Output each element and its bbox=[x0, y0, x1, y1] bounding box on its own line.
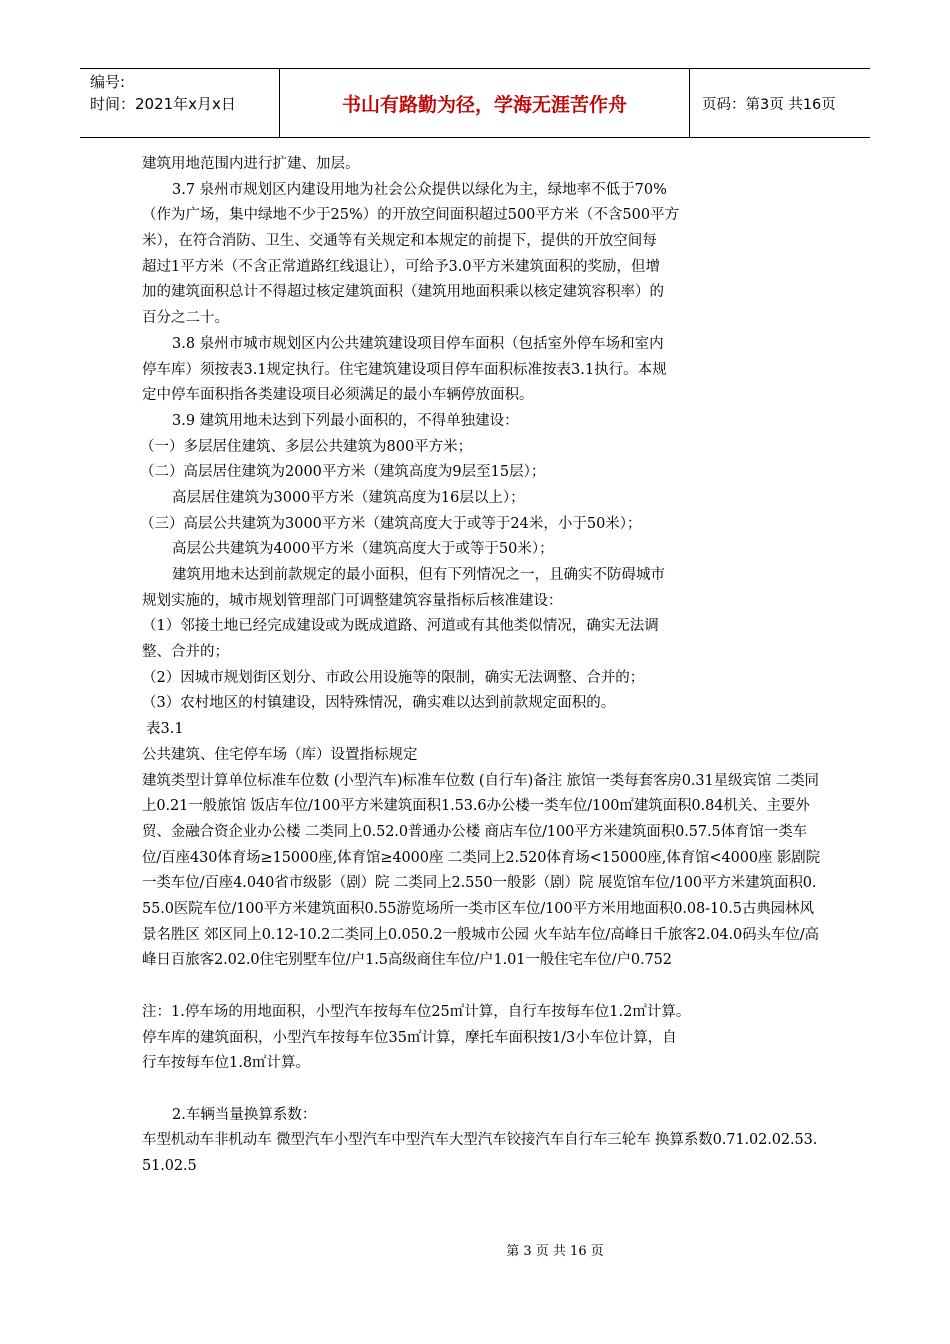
document-body bbox=[142, 152, 822, 1180]
paragraph-line: （1）邻接土地已经完成建设或为既成道路、河道或有其他类似情况，确实无法调 bbox=[142, 618, 659, 635]
paragraph-line: 规划实施的，城市规划管理部门可调整建筑容量指标后核准建设： bbox=[142, 592, 563, 609]
paragraph-line: 米），在符合消防、卫生、交通等有关规定和本规定的前提下，提供的开放空间每 bbox=[142, 233, 657, 250]
note-line: 行车按每车位1.8㎡计算。 bbox=[142, 1055, 311, 1072]
paragraph-line: （二）高层居住建筑为2000平方米（建筑高度为9层至15层）； bbox=[140, 464, 546, 481]
header-motto: 书山有路勤为径，学海无涯苦作舟 bbox=[280, 69, 690, 137]
paragraph-line: 加的建筑面积总计不得超过核定建筑面积（建筑用地面积乘以核定建筑容积率）的 bbox=[142, 284, 664, 301]
paragraph-line: 建筑用地范围内进行扩建、加层。 bbox=[142, 156, 360, 172]
header-meta bbox=[80, 69, 280, 137]
paragraph-line: 3.7 泉州市规划区内建设用地为社会公众提供以绿化为主，绿地率不低于70% bbox=[172, 181, 667, 198]
number-label: 编号: bbox=[90, 73, 126, 91]
table-content: 建筑类型计算单位标准车位数 (小型汽车)标准车位数 (自行车)备注 旅馆一类每套客房0.31星级宾馆 二类同上0.21一般旅馆 饭店车位/100平方米建筑面积1.53.6办公楼一类车位/100㎡建筑面积0.84机关、主要外贸、金融合资企业办公楼 二类同上0.52.0普通办公楼 商店车位/100平方米建筑面积0.57.5体育馆一类车位/百座430体育场≥15000座,体育馆≥4000座 二类同上2.520体育场<15000座,体育馆<4000座 影剧院一类车位/百座4.040省市级影（剧）院 二类同上2.550一般影（剧）院 展览馆车位/100平方米建筑面积0.55.0医院车位/100平方米建筑面积0.55游览场所一类市区车位/100平方米用地面积0.08-10.5古典园林风景名胜区 郊区同上0.12-10.2二类同上0.050.2一般城市公园 火车站车位/高峰日千旅客2.04.0码头车位/高峰日百旅客2.02.0住宅别墅车位/户1.5高级商住车位/户1.01一般住宅车位/户0.752 bbox=[142, 772, 821, 969]
paragraph-line: 超过1平方米（不含正常道路红线退让），可给予3.0平方米建筑面积的奖励，但增 bbox=[142, 258, 661, 275]
paragraph-line: 整、合并的； bbox=[142, 644, 229, 661]
note-line: 停车库的建筑面积，小型汽车按每车位35㎡计算，摩托车面积按1/3小车位计算，自 bbox=[142, 1029, 677, 1046]
note-line: 注：1.停车场的用地面积，小型汽车按每车位25㎡计算，自行车按每车位1.2㎡计算。 bbox=[142, 1003, 691, 1020]
paragraph-line: 3.8 泉州市城市规划区内公共建筑建设项目停车面积（包括室外停车场和室内 bbox=[172, 335, 664, 352]
paragraph-line: 高层公共建筑为4000平方米（建筑高度大于或等于50米）； bbox=[172, 541, 554, 558]
table-number: 表3.1 bbox=[146, 721, 184, 738]
paragraph-line: 定中停车面积指各类建设项目必须满足的最小车辆停放面积。 bbox=[142, 387, 534, 404]
conversion-content: 车型机动车非机动车 微型汽车小型汽车中型汽车大型汽车铰接汽车自行车三轮车 换算系数0.71.02.02.53.51.02.5 bbox=[142, 1132, 818, 1174]
spacer bbox=[142, 974, 822, 1000]
paragraph-line: （3）农村地区的村镇建设，因特殊情况，确实难以达到前款规定面积的。 bbox=[142, 695, 616, 712]
paragraph-line: （三）高层公共建筑为3000平方米（建筑高度大于或等于24米，小于50米）； bbox=[140, 515, 642, 532]
paragraph-line: 百分之二十。 bbox=[142, 310, 229, 327]
paragraph-line: （2）因城市规划街区划分、市政公用设施等的限制，确实无法调整、合并的； bbox=[142, 669, 645, 686]
table-title: 公共建筑、住宅停车场（库）设置指标规定 bbox=[142, 746, 418, 763]
paragraph-line: 建筑用地未达到前款规定的最小面积，但有下列情况之一，且确实不防碍城市 bbox=[172, 567, 665, 583]
conversion-title: 2.车辆当量换算系数： bbox=[172, 1106, 317, 1123]
header-page-info: 页码：第3页 共16页 bbox=[702, 96, 836, 113]
paragraph-line: 停车库）须按表3.1规定执行。住宅建筑建设项目停车面积标准按表3.1执行。本规 bbox=[142, 361, 667, 378]
paragraph-line: （作为广场，集中绿地不少于25%）的开放空间面积超过500平方米（不含500平方 bbox=[142, 207, 680, 224]
paragraph-line: 3.9 建筑用地未达到下列最小面积的，不得单独建设： bbox=[172, 412, 519, 429]
time-label: 时间：2021年x月x日 bbox=[90, 95, 236, 113]
page-footer: 第 3 页 共 16 页 bbox=[506, 1244, 604, 1259]
spacer bbox=[142, 1077, 822, 1103]
paragraph-line: 高层居住建筑为3000平方米（建筑高度为16层以上）； bbox=[172, 489, 525, 506]
paragraph-line: （一）多层居住建筑、多层公共建筑为800平方米； bbox=[140, 438, 473, 455]
page-header bbox=[80, 68, 870, 138]
